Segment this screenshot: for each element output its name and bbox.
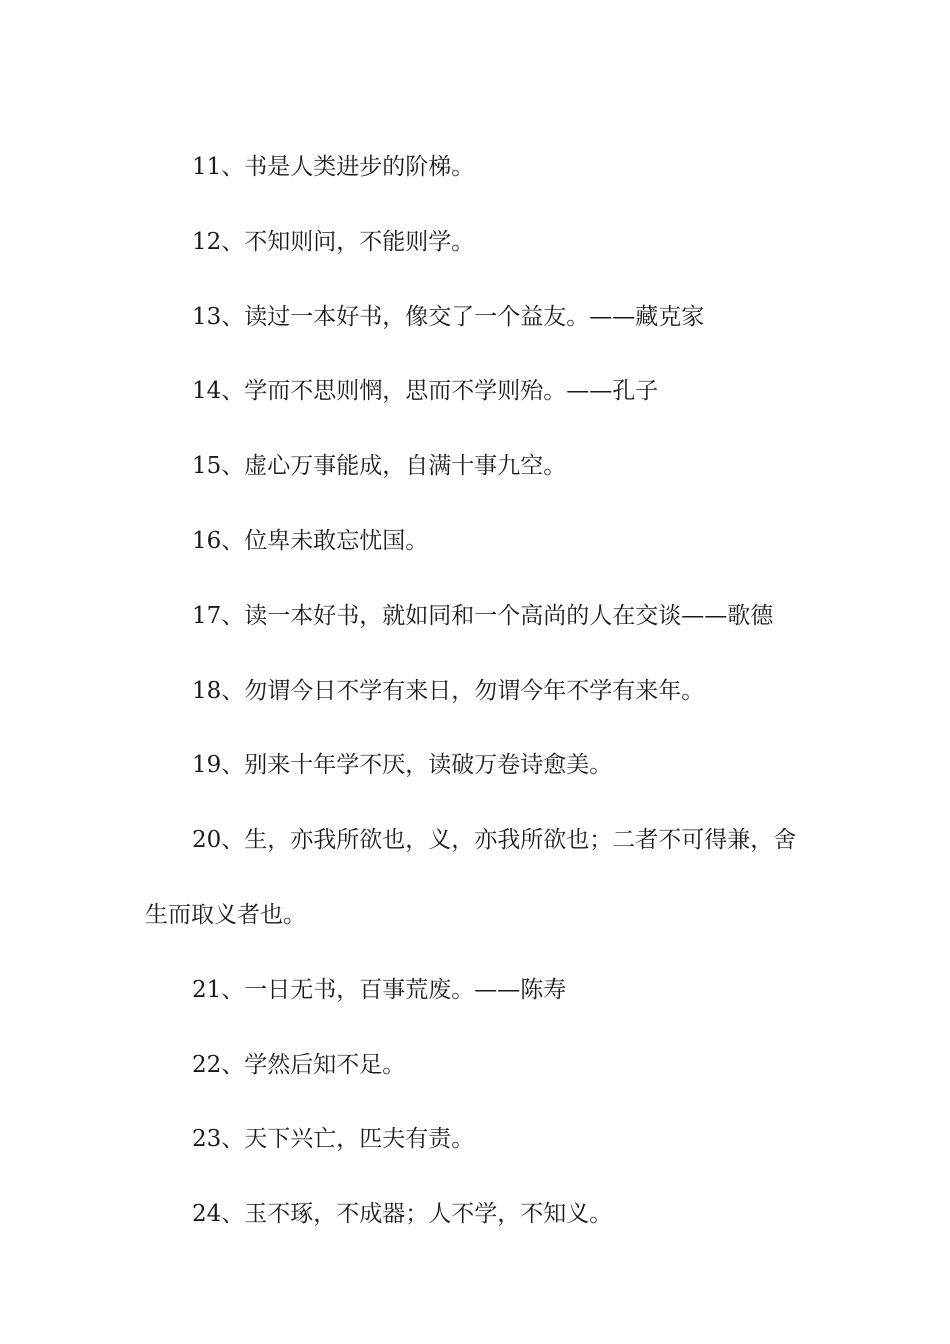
quote-item-16: 16、位卑未敢忘忧国。 bbox=[192, 527, 429, 554]
quote-item-21: 21、一日无书，百事荒废。——陈寿 bbox=[192, 976, 567, 1003]
quote-item-11: 11、书是人类进步的阶梯。 bbox=[192, 154, 475, 180]
quote-list bbox=[145, 130, 805, 1252]
quote-item-20: 20、生，亦我所欲也，义，亦我所欲也；二者不可得兼，舍生而取义者也。 bbox=[145, 827, 797, 928]
quote-item-18: 18、勿谓今日不学有来日，勿谓今年不学有来年。 bbox=[192, 677, 705, 704]
quote-item-13: 13、读过一本好书，像交了一个益友。——藏克家 bbox=[192, 303, 705, 330]
quote-item-24: 24、玉不琢，不成器；人不学，不知义。 bbox=[192, 1201, 613, 1228]
quote-item-15: 15、虚心万事能成，自满十事九空。 bbox=[192, 453, 567, 480]
quote-item-14: 14、学而不思则惘，思而不学则殆。——孔子 bbox=[192, 378, 659, 405]
quote-item-17: 17、读一本好书，就如同和一个高尚的人在交谈——歌德 bbox=[192, 602, 774, 629]
quote-item-12: 12、不知则问，不能则学。 bbox=[192, 228, 475, 255]
quote-item-19: 19、别来十年学不厌，读破万卷诗愈美。 bbox=[192, 752, 613, 779]
quote-item-23: 23、天下兴亡，匹夫有责。 bbox=[192, 1126, 475, 1153]
quote-item-22: 22、学然后知不足。 bbox=[192, 1051, 406, 1078]
